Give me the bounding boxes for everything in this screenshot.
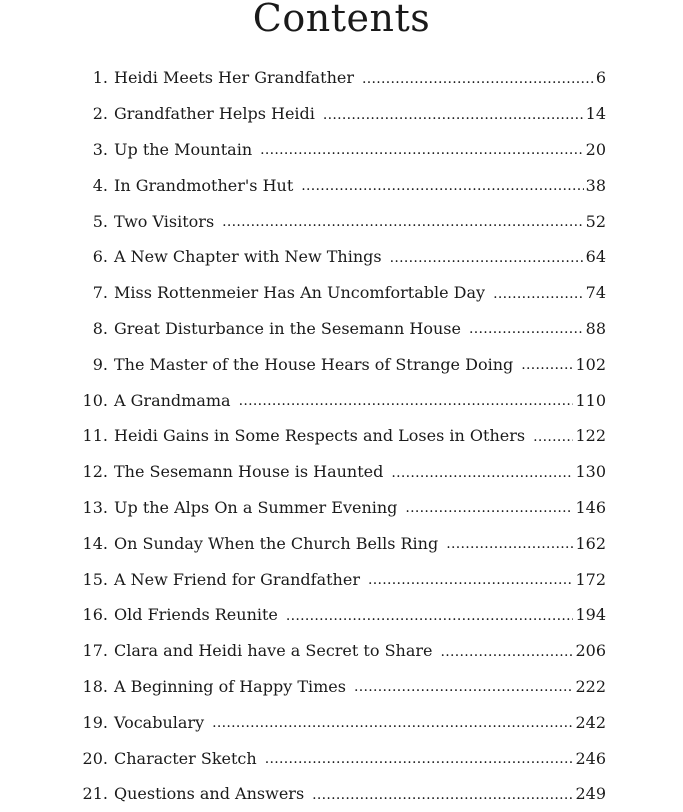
dot-leader xyxy=(533,428,573,444)
chapter-title: Character Sketch xyxy=(114,748,257,768)
dot-leader xyxy=(265,750,574,766)
chapter-number: 14. xyxy=(82,533,108,553)
toc-entry[interactable] xyxy=(78,275,606,311)
dot-leader xyxy=(493,285,584,301)
chapter-title: A New Friend for Grandfather xyxy=(114,569,360,589)
chapter-number: 9. xyxy=(92,354,108,374)
chapter-number: 2. xyxy=(92,104,108,124)
toc-entry[interactable] xyxy=(78,382,606,418)
chapter-title: On Sunday When the Church Bells Ring xyxy=(114,533,439,553)
chapter-title: Up the Alps On a Summer Evening xyxy=(114,497,398,517)
chapter-number: 18. xyxy=(82,676,108,696)
dot-leader xyxy=(260,141,584,157)
toc-entry[interactable] xyxy=(78,454,606,490)
chapter-number: 21. xyxy=(82,784,108,804)
chapter-number: 1. xyxy=(92,68,108,88)
dot-leader xyxy=(301,177,583,193)
chapter-number: 16. xyxy=(82,605,108,625)
toc-entry[interactable] xyxy=(78,167,606,203)
chapter-number: 5. xyxy=(92,211,108,231)
page-number: 146 xyxy=(575,497,606,517)
toc-entry[interactable] xyxy=(78,490,606,526)
chapter-number: 19. xyxy=(82,712,108,732)
chapter-title: Questions and Answers xyxy=(114,784,305,804)
chapter-number: 15. xyxy=(82,569,108,589)
dot-leader xyxy=(354,678,573,694)
toc-entry[interactable] xyxy=(78,704,606,740)
toc-entry[interactable] xyxy=(78,203,606,239)
toc-entry[interactable] xyxy=(78,740,606,776)
dot-leader xyxy=(362,70,594,86)
page-number: 52 xyxy=(585,211,606,231)
chapter-title: Grandfather Helps Heidi xyxy=(114,104,315,124)
chapter-number: 20. xyxy=(82,748,108,768)
page-title: Contents xyxy=(252,0,431,40)
chapter-title: Old Friends Reunite xyxy=(114,605,278,625)
toc-entry[interactable] xyxy=(78,239,606,275)
page-number: 122 xyxy=(575,426,606,446)
chapter-number: 8. xyxy=(92,318,108,338)
toc-entry[interactable] xyxy=(78,597,606,633)
toc-entry[interactable] xyxy=(78,346,606,382)
chapter-title: Miss Rottenmeier Has An Uncomfortable Day xyxy=(114,283,486,303)
page-number: 130 xyxy=(575,462,606,482)
dot-leader xyxy=(368,571,573,587)
chapter-title: A Grandmama xyxy=(114,390,231,410)
chapter-title: A New Chapter with New Things xyxy=(114,247,382,267)
chapter-title: Vocabulary xyxy=(114,712,205,732)
page-number: 206 xyxy=(575,641,606,661)
page-number: 14 xyxy=(585,104,606,124)
page-number: 88 xyxy=(585,318,606,338)
toc-entry[interactable] xyxy=(78,311,606,347)
toc-entry[interactable] xyxy=(78,561,606,597)
chapter-number: 11. xyxy=(82,426,108,446)
toc-entry[interactable] xyxy=(78,132,606,168)
chapter-number: 17. xyxy=(82,641,108,661)
dot-leader xyxy=(469,320,584,336)
chapter-number: 12. xyxy=(82,462,108,482)
page-number: 74 xyxy=(585,283,606,303)
chapter-number: 6. xyxy=(92,247,108,267)
page-number: 6 xyxy=(595,68,606,88)
page-number: 246 xyxy=(575,748,606,768)
chapter-title: Heidi Meets Her Grandfather xyxy=(114,68,355,88)
page-number: 20 xyxy=(585,139,606,159)
chapter-number: 3. xyxy=(92,139,108,159)
chapter-title: Up the Mountain xyxy=(114,139,253,159)
dot-leader xyxy=(391,464,573,480)
page-number: 110 xyxy=(575,390,606,410)
chapter-title: Two Visitors xyxy=(114,211,215,231)
dot-leader xyxy=(222,213,583,229)
dot-leader xyxy=(405,499,573,515)
dot-leader xyxy=(323,106,584,122)
chapter-number: 13. xyxy=(82,497,108,517)
chapter-title: The Master of the House Hears of Strange Doing xyxy=(114,354,514,374)
chapter-title: Heidi Gains in Some Respects and Loses in Others xyxy=(114,426,526,446)
chapter-number: 7. xyxy=(92,283,108,303)
dot-leader xyxy=(521,356,573,372)
toc-entry[interactable] xyxy=(78,418,606,454)
page-number: 64 xyxy=(585,247,606,267)
chapter-title: A Beginning of Happy Times xyxy=(114,676,346,696)
dot-leader xyxy=(446,535,573,551)
toc-entry[interactable] xyxy=(78,525,606,561)
page-number: 249 xyxy=(575,784,606,804)
page-number: 172 xyxy=(575,569,606,589)
dot-leader xyxy=(312,786,573,802)
dot-leader xyxy=(239,392,574,408)
dot-leader xyxy=(390,249,584,265)
toc-entry[interactable] xyxy=(78,633,606,669)
page-number: 102 xyxy=(575,354,606,374)
chapter-title: Clara and Heidi have a Secret to Share xyxy=(114,641,433,661)
table-of-contents xyxy=(78,60,606,812)
chapter-title: The Sesemann House is Haunted xyxy=(114,462,384,482)
page-number: 242 xyxy=(575,712,606,732)
chapter-title: Great Disturbance in the Sesemann House xyxy=(114,318,461,338)
dot-leader xyxy=(440,643,573,659)
toc-entry[interactable] xyxy=(78,60,606,96)
dot-leader xyxy=(286,607,574,623)
page-number: 194 xyxy=(575,605,606,625)
page-number: 162 xyxy=(575,533,606,553)
toc-entry[interactable] xyxy=(78,669,606,705)
toc-entry[interactable] xyxy=(78,776,606,812)
dot-leader xyxy=(212,714,573,730)
chapter-title: In Grandmother's Hut xyxy=(114,175,294,195)
page-number: 38 xyxy=(585,175,606,195)
chapter-number: 10. xyxy=(82,390,108,410)
page-number: 222 xyxy=(575,676,606,696)
toc-entry[interactable] xyxy=(78,96,606,132)
chapter-number: 4. xyxy=(92,175,108,195)
